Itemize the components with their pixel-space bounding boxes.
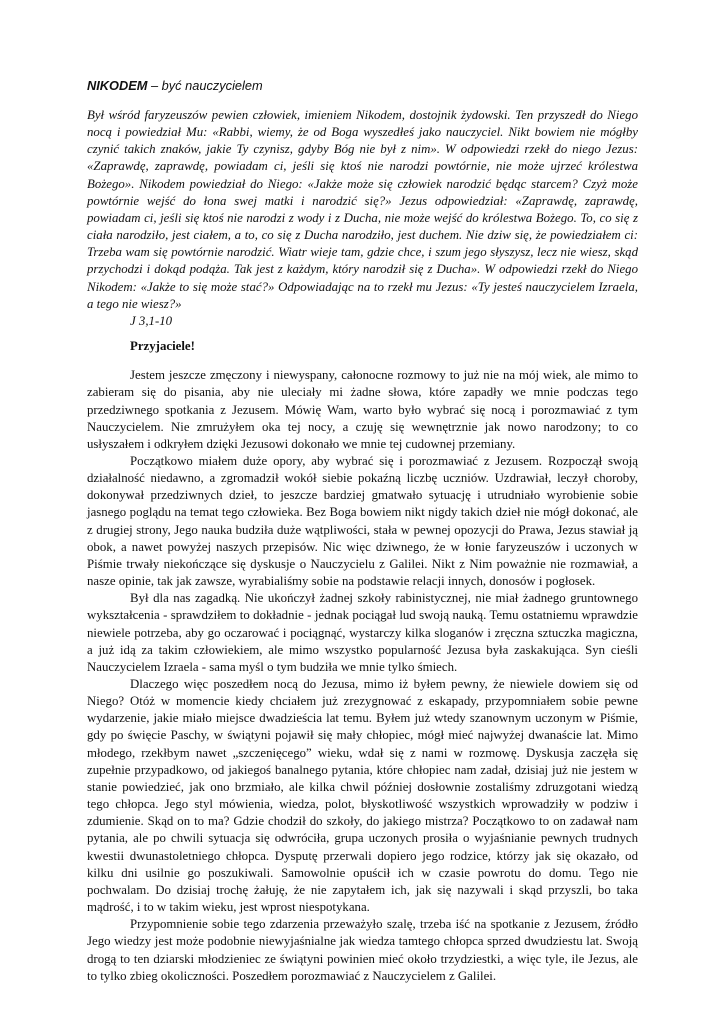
document-title (87, 78, 638, 94)
scripture-reference: J 3,1-10 (130, 313, 173, 328)
document-page (87, 78, 638, 985)
title-name: NIKODEM (87, 78, 148, 93)
title-subtitle: – być nauczycielem (147, 78, 263, 93)
body-paragraph-5: Przypomnienie sobie tego zdarzenia przeważyło szalę, trzeba iść na spotkanie z Jezusem, źródło Jego wiedzy jest może podobnie niewyjaśnialne jak wiedza tamtego chłopca sprzed dwudziestu lat. Swoją drogą to ten dziarski młodzieniec ze świątyni powinien mieć około trzydziestki, a więc tyle, ile Jezus, ale to tylko zbieg okoliczności. Poszedłem porozmawiać z Nauczycielem z Galilei. (87, 917, 638, 983)
body-paragraph-2: Początkowo miałem duże opory, aby wybrać się i porozmawiać z Jezusem. Rozpoczął swoją działalność niedawno, a zgromadził wokół siebie pokaźną liczbę uczniów. Uzdrawiał, leczył choroby, dokonywał przedziwnych dzieł, to jeszcze bardziej gmatwało sytuację i utrudniało wyrobienie sobie jasnego poglądu na temat tego człowieka. Bez Boga bowiem nikt nigdy takich dzieł nie mógł dokonać, ale z drugiej strony, Jego nauka budziła duże wątpliwości, stała w pewnej opozycji do Prawa, Jezus stawiał ją obok, a nawet powyżej naszych przepisów. Nic więc dziwnego, że w łonie faryzeuszów i uczonych w Piśmie trwały niekończące się dyskusje o Nauczycielu z Galilei. Nikt z Nim poważnie nie rozmawiał, a nasze opinie, tak jak zawsze, wyrabialiśmy sobie na podstawie relacji innych, donosów i pogłosek. (87, 453, 638, 589)
body-paragraph-3: Był dla nas zagadką. Nie ukończył żadnej szkoły rabinistycznej, nie miał żadnego gruntownego wykształcenia - sprawdziłem to dokładnie - jednak pociągał lud swoją nauką. Temu ostatniemu wprawdzie niewiele potrzeba, aby go oczarować i pociągnąć, wystarczy kilka sloganów i zręczna sztuczka magiczna, a już idą za takim człowiekiem, ale mimo wszystko popularność Jezusa była zaskakująca. Syn cieśli Nauczycielem Izraela - sama myśl o tym budziła we mnie tylko śmiech. (87, 591, 638, 674)
scripture-quote: Był wśród faryzeuszów pewien człowiek, imieniem Nikodem, dostojnik żydowski. Ten przyszedł do Niego nocą i powiedział Mu: «Rabbi, wiemy, że od Boga wyszedłeś jako nauczyciel. Nikt bowiem nie mógłby czynić takich znaków, jakie Ty czynisz, gdyby Bóg nie był z nim». W odpowiedzi rzekł do niego Jezus: «Zaprawdę, zaprawdę, powiadam ci, jeśli się ktoś nie narodzi powtórnie, nie może ujrzeć królestwa Bożego». Nikodem powiedział do Niego: «Jakże może się człowiek narodzić będąc starcem? Czyż może powtórnie wejść do łona swej matki i narodzić się?» Jezus odpowiedział: «Zaprawdę, zaprawdę, powiadam ci, jeśli się ktoś nie narodzi z wody i z Ducha, nie może wejść do królestwa Bożego. To, co się z ciała narodziło, jest ciałem, a to, co się z Ducha narodziło, jest duchem. Nie dziw się, że powiedziałem ci: Trzeba wam się powtórnie narodzić. Wiatr wieje tam, gdzie chce, i szum jego słyszysz, lecz nie wiesz, skąd przychodzi i dokąd podąża. Tak jest z każdym, który narodził się z Ducha». W odpowiedzi rzekł do Niego Nikodem: «Jakże to się może stać?» Odpowiadając na to rzekł mu Jezus: «Ty jesteś nauczycielem Izraela, a tego nie wiesz?» (87, 108, 638, 311)
greeting: Przyjaciele! (130, 339, 195, 354)
body-paragraph-4: Dlaczego więc poszedłem nocą do Jezusa, mimo iż byłem pewny, że niewiele dowiem się od Niego? Otóż w momencie kiedy chciałem już zrezygnować z eskapady, przypomniałem sobie pewne wydarzenie, jakie miało miejsce dwadzieścia lat temu. Byłem już wtedy szanownym uczonym w Piśmie, gdy po święcie Paschy, w świątyni pojawił się mały chłopiec, mógł mieć najwyżej dwanaście lat. Mimo młodego, rzekłbym nawet „szczenięcego” wieku, wdał się z nami w rozmowę. Dyskusja zaczęła się zupełnie przypadkowo, od jakiegoś banalnego pytania, które chłopiec nam zadał, dzisiaj już nie jestem w stanie powiedzieć, jak ono brzmiało, ale kilka chwil później dosłownie zostaliśmy zdruzgotani wiedzą tego chłopca. Jego styl mówienia, wiedza, polot, błyskotliwość wszystkich wprowadziły w podziw i zdumienie. Skąd on to ma? Gdzie chodził do szkoły, do jakiego mistrza? Początkowo to on zadawał nam pytania, ale po chwili sytuacja się odwróciła, grupa uczonych prosiła o wyjaśnianie pewnych trudnych kwestii dwunastoletniego chłopca. Dysputę przerwali dopiero jego rodzice, którzy jak się okazało, od kilku dni usilnie go poszukiwali. Samowolnie opuścił ich w czasie powrotu do domu. Tego nie pochwalam. Do dzisiaj trochę żałuję, że nie zapytałem ich, jak się nazywali i skąd przyszli, bo taka mądrość, i to w takim wieku, jest wprost niespotykana. (87, 677, 638, 915)
body-paragraph-1: Jestem jeszcze zmęczony i niewyspany, całonocne rozmowy to już nie na mój wiek, ale mimo to zabieram się do pisania, aby nie uleciały mi żadne słowa, które zapadły we mnie podczas tego przedziwnego spotkania z Jezusem. Mówię Wam, warto było wybrać się nocą i porozmawiać z tym Nauczycielem. Nie zmrużyłem oka tej nocy, a czuję się wewnętrznie jak nowo narodzony; to co usłyszałem i odkryłem dzięki Jezusowi dokonało we mnie tej cudownej przemiany. (87, 368, 638, 451)
